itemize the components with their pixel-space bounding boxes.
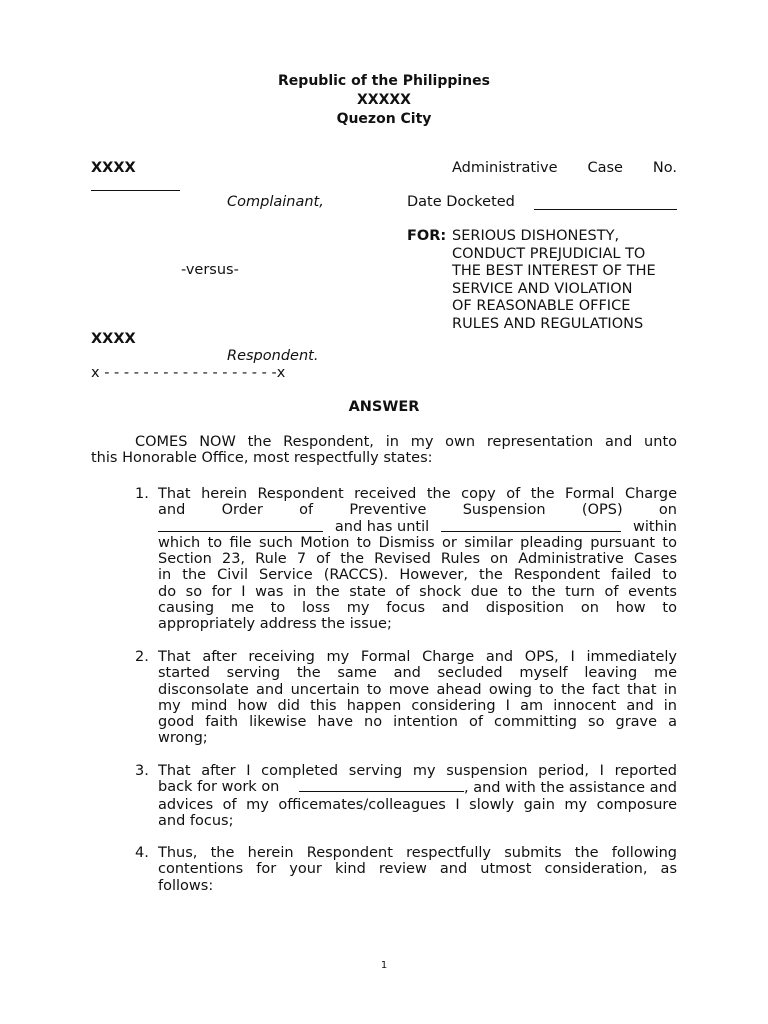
date-docketed-blank (534, 197, 677, 210)
item-line: That after receiving my Formal Charge and OPS, I immediately (158, 649, 677, 665)
charges-list (452, 228, 656, 333)
item-line: and Order of Preventive Suspension (OPS) on (158, 502, 677, 519)
item-line: follows: (158, 877, 214, 894)
charge-line: THE BEST INTEREST OF THE (452, 263, 656, 279)
charge-line: RULES AND REGULATIONS (452, 315, 644, 332)
item-line-with-blanks (158, 519, 677, 535)
case-word-case: Case (587, 160, 623, 176)
item-number: 1. (135, 486, 149, 502)
item-line: advices of my officemates/colleagues I slowly gain my composure (158, 796, 677, 813)
intro-line: COMES NOW the Respondent, in my own representation and unto (135, 434, 677, 450)
item-paragraph-3 (158, 763, 677, 829)
intro-paragraph (91, 434, 677, 467)
item-line: do so for I was in the state of shock due to the turn of events (158, 583, 677, 600)
item-paragraph-2 (158, 649, 677, 747)
charge-line: CONDUCT PREJUDICIAL TO (452, 245, 646, 262)
item-line: wrong; (158, 730, 208, 747)
item-line: That herein Respondent received the copy of the Formal Charge (158, 486, 677, 502)
item-line: and focus; (158, 812, 234, 829)
item-line: causing me to loss my focus and disposition on how to (158, 600, 677, 617)
caption-separator: x - - - - - - - - - - - - - - - - - -x (91, 365, 286, 381)
case-number-line (452, 160, 677, 176)
item-text-fragment: , and with the assistance and (463, 780, 677, 797)
item-line: appropriately address the issue; (158, 616, 392, 633)
item-line: which to file such Motion to Dismiss or similar pleading pursuant to (158, 534, 677, 551)
item-number: 2. (135, 649, 149, 665)
header-office: XXXXX (357, 92, 411, 108)
versus-label: -versus- (181, 262, 239, 278)
item-line: started serving the same and secluded myself leaving me (158, 665, 677, 682)
complainant-underline (91, 178, 180, 191)
item-line: disconsolate and uncertain to move ahead owing to the fact that in (158, 681, 677, 698)
item-number: 3. (135, 763, 149, 779)
item-line-with-blank (158, 779, 677, 796)
blank-return-date (299, 779, 464, 792)
page-number: 1 (380, 960, 388, 971)
complainant-name: XXXX (91, 160, 136, 176)
for-label: FOR: (407, 228, 447, 244)
case-word-administrative: Administrative (452, 160, 558, 176)
respondent-label: Respondent. (227, 348, 319, 364)
document-header (0, 72, 768, 129)
item-line: That after I completed serving my suspension period, I reported (158, 763, 677, 779)
charge-line: SERIOUS DISHONESTY, (452, 228, 620, 244)
item-paragraph-4 (158, 845, 677, 894)
item-line: contentions for your kind review and utmost consideration, as (158, 861, 677, 878)
item-line: good faith likewise have no intention of committing so grave a (158, 714, 677, 731)
blank-deadline-date (441, 519, 621, 532)
header-republic: Republic of the Philippines (278, 73, 490, 89)
item-text-fragment: back for work on (158, 779, 280, 796)
item-line: in the Civil Service (RACCS). However, the Respondent failed to (158, 567, 677, 584)
item-line: Section 23, Rule 7 of the Revised Rules on Administrative Cases (158, 551, 677, 568)
item-number: 4. (135, 845, 149, 861)
respondent-name: XXXX (91, 331, 136, 347)
charge-line: SERVICE AND VIOLATION (452, 280, 633, 297)
item-line: Thus, the herein Respondent respectfully submits the following (158, 845, 677, 861)
intro-line: this Honorable Office, most respectfully states: (91, 450, 433, 467)
complainant-label: Complainant, (227, 194, 324, 210)
item-line: my mind how did this happen considering I am innocent and in (158, 697, 677, 714)
case-word-no: No. (652, 160, 677, 176)
header-city: Quezon City (336, 111, 432, 127)
item-text-fragment: and has until (334, 518, 430, 535)
item-text-fragment: within (633, 518, 677, 535)
date-docketed-label: Date Docketed (407, 194, 515, 210)
charge-line: OF REASONABLE OFFICE (452, 298, 631, 314)
item-paragraph-1 (158, 486, 677, 633)
document-title: ANSWER (348, 399, 420, 415)
blank-received-date (158, 519, 323, 532)
